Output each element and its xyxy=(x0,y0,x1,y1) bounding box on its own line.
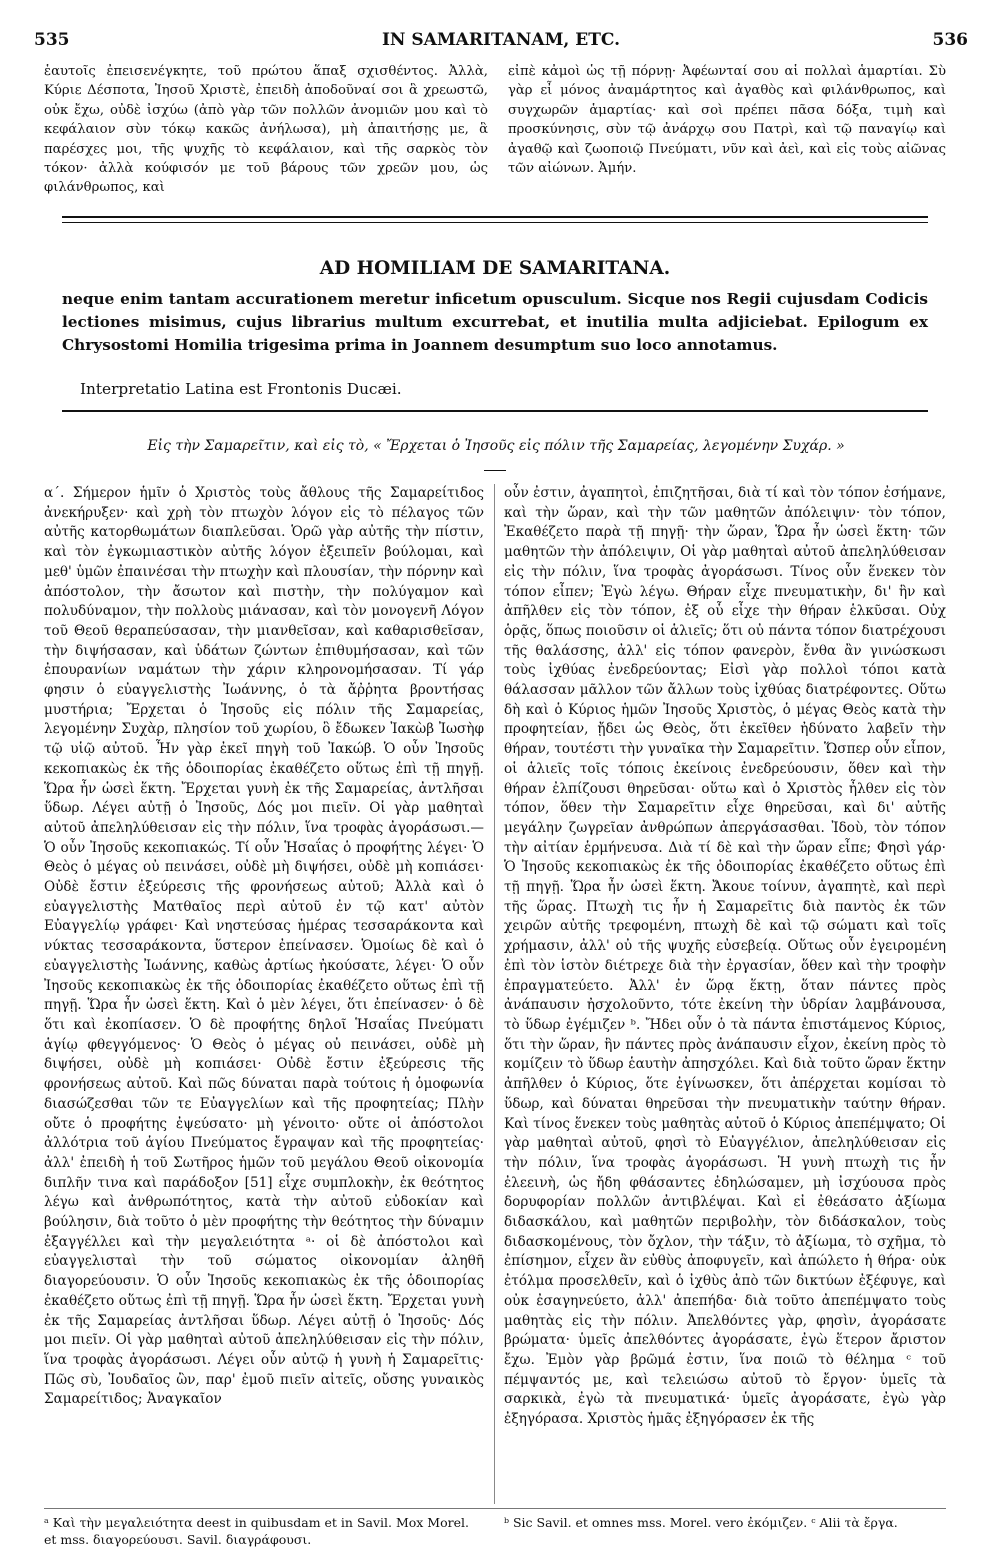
section-rule xyxy=(62,410,928,412)
top-text-right-paragraph: εἰπὲ κἀμοὶ ὡς τῇ πόρνῃ· Ἀφέωνταί σου αἱ πολλαὶ ἁμαρτίαι. Σὺ γὰρ εἶ μόνος ἀναμάρτητος καὶ ἀγαθὸς καὶ φιλάνθρωπος, καὶ συγχωρῶν ἁμαρτίας· καὶ σοὶ πρέπει πᾶσα δόξα, τιμὴ καὶ προσκύνησις, σὺν τῷ ἀνάρχῳ σου Πατρὶ, καὶ τῷ παναγίῳ καὶ ἀγαθῷ καὶ ζωοποιῷ Πνεύματι, νῦν καὶ ἀεὶ, καὶ εἰς τοὺς αἰῶνας τῶν αἰώνων. Ἀμήν. xyxy=(508,64,946,177)
running-title: IN SAMARITANAM, ETC. xyxy=(381,30,621,50)
page-number-left: 535 xyxy=(34,30,70,50)
column-divider xyxy=(494,484,495,1504)
double-rule-top xyxy=(62,216,928,218)
double-rule-bottom xyxy=(62,222,928,223)
top-text-right xyxy=(508,62,946,178)
footnote-right: ᵇ Sic Savil. et omnes mss. Morel. vero ἐκόμιζεν. ᶜ Alii τὰ ἔργα. xyxy=(504,1515,898,1530)
page-number-right: 536 xyxy=(932,30,968,50)
section-title: AD HOMILIAM DE SAMARITANA. xyxy=(319,258,671,279)
title-dash xyxy=(484,470,506,471)
top-text-left xyxy=(44,62,488,198)
running-header xyxy=(34,30,968,56)
footnote-rule xyxy=(44,1508,946,1509)
footnote-left: ᵃ Καὶ τὴν μεγαλειότητα deest in quibusdam et in Savil. Mox Morel. et mss. διαγορεύουσι. Savil. διαγράφουσι. xyxy=(44,1515,469,1547)
homily-title: Εἰς τὴν Σαμαρεῖτιν, καὶ εἰς τὸ, « Ἔρχεται ὁ Ἰησοῦς εἰς πόλιν τῆς Σαμαρείας, λεγομένην Συχάρ. » xyxy=(147,438,845,454)
body-column-left xyxy=(44,484,484,1410)
latin-note-paragraph: neque enim tantam accurationem meretur inficetum opusculum. Sicque nos Regii cujusdam Codicis lectiones misimus, cujus librarius multum excurrebat, et inutilia multa adjiciebat. Epilogum ex Chrysostomi Homilia trigesima prima in Joannem desumptum suo loco annotamus. xyxy=(62,290,928,354)
body-column-right xyxy=(504,484,946,1430)
latin-note xyxy=(62,288,928,357)
body-right-paragraph: οὖν ἐστιν, ἀγαπητοὶ, ἐπιζητῆσαι, διὰ τί καὶ τὸν τόπον ἐσήμανε, καὶ τὴν ὥραν, καὶ τὴν τῶν μαθητῶν ἀπόλειψιν· τὸν τόπον, Ἐκαθέζετο παρὰ τῇ πηγῇ· τὴν ὥραν, Ὥρα ἦν ὡσεὶ ἕκτη· τῶν μαθητῶν τὴν ἀπόλειψιν, Οἱ γὰρ μαθηταὶ αὐτοῦ ἀπεληλύθεισαν εἰς τὴν πόλιν, ἵνα τροφὰς ἀγοράσωσι. Τίνος οὖν ἕνεκεν τὸν τόπον εἶπεν; Ἐγὼ λέγω. Θήραν εἶχε πνευματικὴν, δι' ἣν καὶ ἀπῆλθεν εἰς τὸν τόπον, ἐξ οὗ εἶχε τὴν θήραν ἑλκῦσαι. Οὐχ ὁρᾷς, ὅπως ποιοῦσιν οἱ ἁλιεῖς; ὅτι οὐ πάντα τόπον διατρέχουσι τῆς θαλάσσης, ἀλλ' εἰς τόπον φανερὸν, ἔνθα ἂν γινώσκωσι τοὺς ἰχθύας ἐνεδρεύοντας; Εἰσὶ γὰρ πολλοὶ τόποι κατὰ θάλασσαν μᾶλλον τῶν ἄλλων τοὺς ἰχθύας διατρέφοντες. Οὕτω δὴ καὶ ὁ Κύριος ἡμῶν Ἰησοῦς Χριστὸς, ὁ μέγας Θεὸς κατὰ τὴν προφητείαν, ᾔδει ὡς Θεὸς, ὅτι ἐκεῖθεν ἠδύνατο λαβεῖν τὴν θήραν, τουτέστι τὴν γυναῖκα τὴν Σαμαρεῖτιν. Ὥσπερ οὖν εἶπον, οἱ ἁλιεῖς τοῖς τόποις ἐκείνοις ἐνεδρεύουσιν, ὅθεν καὶ τὴν θήραν ἐλπίζουσι θηρεῦσαι· οὕτω καὶ ὁ Χριστὸς ἦλθεν εἰς τὸν τόπον, ὅθεν τὴν Σαμαρεῖτιν εἶχε θηρεῦσαι, καὶ δι' αὐτῆς μεγάλην ζωγρεῖαν ἀνθρώπων ἀπεργάσασθαι. Ἰδοὺ, τὸν τόπον τὴν αἰτίαν ἑρμήνευσα. Διὰ τί δὲ καὶ τὴν ὥραν εἶπε; Φησὶ γάρ· Ὁ Ἰησοῦς κεκοπιακὼς ἐκ τῆς ὁδοιπορίας ἐκαθέζετο οὕτως ἐπὶ τῇ πηγῇ. Ὥρα ἦν ὡσεὶ ἕκτη. Ἄκουε τοίνυν, ἀγαπητὲ, καὶ περὶ τῆς ὥρας. Πτωχὴ τις ἦν ἡ Σαμαρεῖτις διὰ παντὸς ἐκ τῶν χειρῶν αὐτῆς τρεφομένη, πτωχὴ δὲ καὶ τῷ σώματι καὶ τοῖς χρήμασιν, ἀλλ' οὐ τῆς ψυχῆς εὐσεβείᾳ. Οὕτως οὖν ἐγειρομένη ἐπὶ τὸν ἱστὸν διέτρεχε διὰ τὴν ἐργασίαν, ὅθεν καὶ τὴν τροφὴν ἐπραγματεύετο. Ἀλλ' ἐν ὥρᾳ ἕκτῃ, ὅταν πάντες πρὸς ἀνάπαυσιν ἠσχολοῦντο, τότε ἐκείνη τὴν ὑδρίαν λαμβάνουσα, τὸ ὕδωρ ἐγέμιζεν ᵇ. Ἤδει οὖν ὁ τὰ πάντα ἐπιστάμενος Κύριος, ὅτι τὴν ὥραν, ἣν πάντες πρὸς ἀνάπαυσιν εἶχον, ἐκείνη πρὸς τὸ κομίζειν τὸ ὕδωρ ἑαυτὴν ἀπησχόλει. Καὶ διὰ τοῦτο ὥραν ἕκτην ἀπῆλθεν ὁ Κύριος, ὅτε ἐγίνωσκεν, ὅτι ἀπέρχεται κομίσαι τὸ ὕδωρ, καὶ δύναται θηρεῦσαι τὴν πνευματικὴν ταύτην θήραν. Καὶ τίνος ἕνεκεν τοὺς μαθητὰς αὐτοῦ ὁ Κύριος ἀπεπέμψατο; Οἱ γὰρ μαθηταὶ αὐτοῦ, φησὶ τὸ Εὐαγγέλιον, ἀπεληλύθεισαν εἰς τὴν πόλιν, ἵνα τροφὰς ἀγοράσωσι. Ἡ γυνὴ πτωχὴ τις ἦν ἐλεεινὴ, ὡς ἤδη φθάσαντες ἐδηλώσαμεν, μὴ ἰσχύουσα πρὸς δορυφορίαν πολλῶν ἀντιβλέψαι. Καὶ εἰ ἐθεάσατο ἀξίωμα διδασκάλου, καὶ μαθητῶν περιβολὴν, τὸν διδάσκαλον, τοὺς διδασκομένους, τὸν ὄχλον, τὴν τάξιν, τὸ ἀξίωμα, τὸ σχῆμα, τὸ ἐπίσημον, εἶχεν ἂν εὐθὺς ἀποφυγεῖν, καὶ ἀπώλετο ἡ θήρα· οὐκ ἐτόλμα προσελθεῖν, καὶ ὁ ἰχθὺς ἀπὸ τῶν δικτύων ἐξέφυγε, καὶ οὐκ ἐσαγηνεύετο, ἀλλ' ἀπεπήδα· διὰ τοῦτο ἀπεπέμψατο τοὺς μαθητὰς εἰς τὴν πόλιν. Ἀπελθόντες γὰρ, φησὶν, ἀγοράσατε βρώματα· ὑμεῖς ἀπελθόντες ἀγοράσατε, ἐγὼ ἕτερον ἄριστον ἔχω. Ἐμὸν γὰρ βρῶμά ἐστιν, ἵνα ποιῶ τὸ θέλημα ᶜ τοῦ πέμψαντός με, καὶ τελειώσω αὐτοῦ τὸ ἔργον· ὑμεῖς τὰ σαρκικὰ, ἐγὼ τὰ πνευματικά· ὑμεῖς ἀγοράσατε, ἐγὼ γὰρ ἐξηγόρασα. Χριστὸς ἡμᾶς ἐξηγόρασεν ἐκ τῆς xyxy=(504,485,946,1428)
top-text-left-paragraph: ἑαυτοῖς ἐπεισενέγκητε, τοῦ πρώτου ἅπαξ σχισθέντος. Ἀλλὰ, Κύριε Δέσποτα, Ἰησοῦ Χριστὲ, ἐπειδὴ ἀποδοῦναί σοι ἃ χρεωστῶ, οὐκ ἔχω, οὐδὲ ἰσχύω (ἀπὸ γὰρ τῶν πολλῶν ἀνομιῶν μου καὶ τὸ κεφάλαιον σὺν τόκῳ κακῶς ἀνήλωσα), μὴ ἀπαιτήσῃς με, ἃ παρέσχες μοι, τῆς ψυχῆς τὸ κεφάλαιον, καὶ τῆς σαρκὸς τὸν τόκον· ἀλλὰ κούφισόν με τοῦ βάρους τῶν χρεῶν μου, ὡς φιλάνθρωπος, καὶ xyxy=(44,64,488,196)
body-left-paragraph: α΄. Σήμερον ἡμῖν ὁ Χριστὸς τοὺς ἄθλους τῆς Σαμαρείτιδος ἀνεκήρυξεν· καὶ χρὴ τὸν πτωχὸν λόγον εἰς τὸ πέλαγος τῶν αὐτῆς κατορθωμάτων διαπλεῦσαι. Ὁρῶ γὰρ αὐτῆς τὴν πίστιν, καὶ τὸν ἐγκωμιαστικὸν αὐτῆς λόγον ἐξειπεῖν βούλομαι, καὶ μεθ' ὑμῶν ἐπαινέσαι τὴν πτωχὴν καὶ πλουσίαν, τὴν πόρνην καὶ ἀπόστολον, τὴν ἄσωτον καὶ πιστὴν, τὴν πολύγαμον καὶ πολυδύναμον, τὴν πολλοὺς μιάνασαν, καὶ τὸν μονογενῆ Λόγον τοῦ Θεοῦ θεραπεύσασαν, τὴν μιανθεῖσαν, καὶ καθαρισθεῖσαν, τὴν διψήσασαν, καὶ ὑδάτων ζώντων ἐπιθυμήσασαν, καὶ τῶν ἐπουρανίων ναμάτων τὴν χάριν κληρονομήσασαν. Τί γάρ φησιν ὁ εὐαγγελιστὴς Ἰωάννης, ὁ τὰ ἄῤῥητα βροντήσας μυστήρια; Ἔρχεται ὁ Ἰησοῦς εἰς πόλιν τῆς Σαμαρείας, λεγομένην Συχὰρ, πλησίον τοῦ χωρίου, ὃ ἔδωκεν Ἰακὼβ Ἰωσὴφ τῷ υἱῷ αὐτοῦ. Ἦν γὰρ ἐκεῖ πηγὴ τοῦ Ἰακώβ. Ὁ οὖν Ἰησοῦς κεκοπιακὼς ἐκ τῆς ὁδοιπορίας ἐκαθέζετο οὕτως ἐπὶ τῇ πηγῇ. Ὥρα ἦν ὡσεὶ ἕκτη. Ἔρχεται γυνὴ ἐκ τῆς Σαμαρείας, ἀντλῆσαι ὕδωρ. Λέγει αὐτῇ ὁ Ἰησοῦς, Δός μοι πιεῖν. Οἱ γὰρ μαθηταὶ αὐτοῦ ἀπεληλύθεισαν εἰς τὴν πόλιν, ἵνα τροφὰς ἀγοράσωσι.— Ὁ οὖν Ἰησοῦς κεκοπιακώς. Τί οὖν Ἡσαΐας ὁ προφήτης λέγει· Ὁ Θεὸς ὁ μέγας οὐ πεινάσει, οὐδὲ μὴ διψήσει, οὐδὲ μὴ κοπιάσει· Οὐδὲ ἔστιν ἐξεύρεσις τῆς φρονήσεως αὐτοῦ; Ἀλλὰ καὶ ὁ εὐαγγελιστὴς Ματθαῖος περὶ αὐτοῦ ἐν τῷ κατ' αὐτὸν Εὐαγγελίῳ γράφει· Καὶ νηστεύσας ἡμέρας τεσσαράκοντα καὶ νύκτας τεσσαράκοντα, ὕστερον ἐπείνασεν. Ὁμοίως δὲ καὶ ὁ εὐαγγελιστὴς Ἰωάννης, καθὼς ἀρτίως ἠκούσατε, λέγει· Ὁ οὖν Ἰησοῦς κεκοπιακὼς ἐκ τῆς ὁδοιπορίας ἐκαθέζετο οὕτως ἐπὶ τῇ πηγῇ. Ὥρα ἦν ὡσεὶ ἕκτη. Καὶ ὁ μὲν λέγει, ὅτι ἐπείνασεν· ὁ δὲ ὅτι καὶ ἐκοπίασεν. Ὁ δὲ προφήτης δηλοῖ Ἡσαΐας Πνεύματι ἁγίῳ φθεγγόμενος· Ὁ Θεὸς ὁ μέγας οὐ πεινάσει, οὐδὲ μὴ διψήσει, οὐδὲ μὴ κοπιάσει· Οὐδὲ ἔστιν ἐξεύρεσις τῆς φρονήσεως αὐτοῦ. Καὶ πῶς δύναται παρὰ τούτοις ἡ ὁμοφωνία διασώζεσθαι τῶν τε Εὐαγγελίων καὶ τῆς προφητείας; Πλὴν οὔτε ὁ προφήτης ἐψεύσατο· μὴ γένοιτο· οὔτε οἱ ἀπόστολοι ἀλλότρια τοῦ ἁγίου Πνεύματος ἔγραψαν καὶ τῆς προφητείας· ἀλλ' ἐπειδὴ ἡ τοῦ Σωτῆρος ἡμῶν τοῦ μεγάλου Θεοῦ οἰκονομία διπλῆν τινα καὶ παράδοξον [51] εἶχε συμπλοκὴν, ἐκ θεότητος λέγω καὶ ἀνθρωπότητος, κατὰ τὴν αὐτοῦ εὐδοκίαν καὶ βούλησιν, διὰ τοῦτο ὁ μὲν προφήτης τὴν θεότητος τὴν δύναμιν ἐξαγγέλλει καὶ τὴν μεγαλειότητα ᵃ· οἱ δὲ ἀπόστολοι καὶ εὐαγγελισταὶ τὴν τοῦ σώματος οἰκονομίαν ἀληθῆ διαγορεύουσιν. Ὁ οὖν Ἰησοῦς κεκοπιακὼς ἐκ τῆς ὁδοιπορίας ἐκαθέζετο οὕτως ἐπὶ τῇ πηγῇ. Ὥρα ἦν ὡσεὶ ἕκτη. Ἔρχεται γυνὴ ἐκ τῆς Σαμαρείας ἀντλῆσαι ὕδωρ. Λέγει αὐτῇ ὁ Ἰησοῦς· Δός μοι πιεῖν. Οἱ γὰρ μαθηταὶ αὐτοῦ ἀπεληλύθεισαν εἰς τὴν πόλιν, ἵνα τροφὰς ἀγοράσωσι. Λέγει οὖν αὐτῷ ἡ γυνὴ ἡ Σαμαρεῖτις· Πῶς σὺ, Ἰουδαῖος ὢν, παρ' ἐμοῦ πιεῖν αἰτεῖς, οὔσης γυναικὸς Σαμαρείτιδος; Ἀναγκαῖον xyxy=(44,485,484,1408)
interpretatio-line: Interpretatio Latina est Frontonis Ducæi. xyxy=(80,380,402,398)
